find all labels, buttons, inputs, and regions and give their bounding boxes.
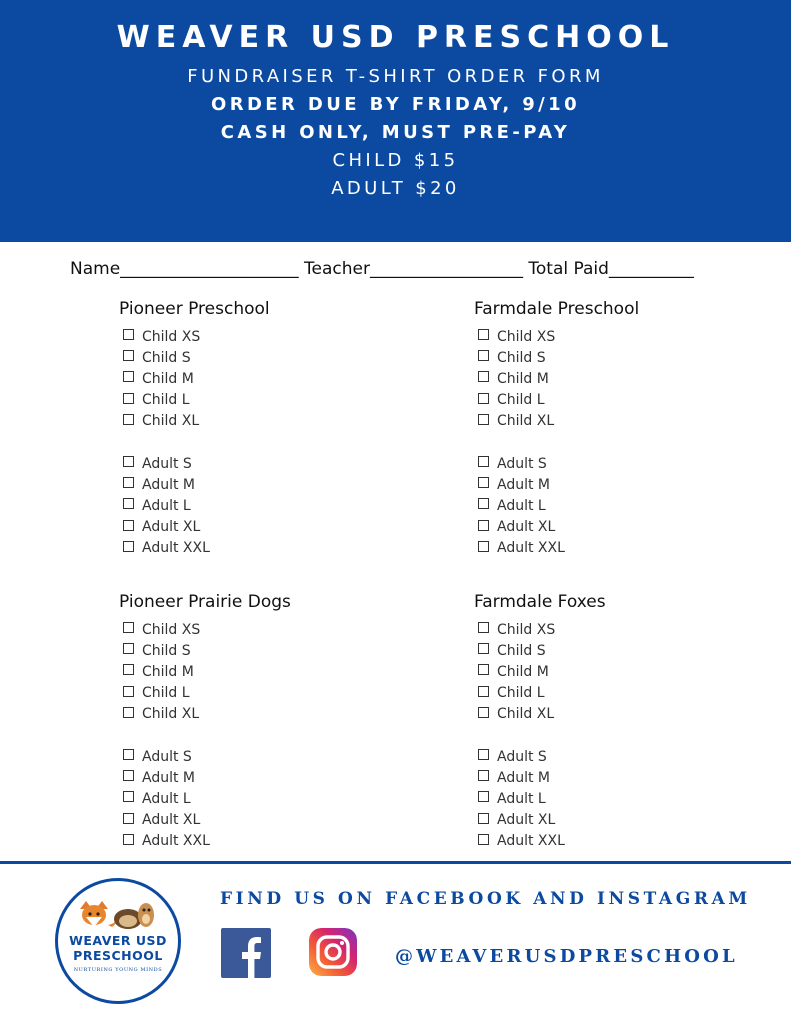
facebook-icon[interactable] — [221, 928, 271, 978]
size-option-row[interactable] — [119, 831, 419, 852]
size-option-row[interactable] — [119, 704, 419, 725]
checkbox[interactable] — [478, 329, 489, 340]
checkbox[interactable] — [478, 541, 489, 552]
size-group-spacer — [474, 725, 774, 746]
due-date-text: ORDER DUE BY FRIDAY, 9/10 — [211, 94, 580, 115]
size-option-row[interactable] — [119, 661, 419, 682]
footer-divider — [0, 861, 791, 864]
checkbox[interactable] — [123, 770, 134, 781]
checkbox[interactable] — [123, 664, 134, 675]
size-option-row[interactable] — [119, 619, 419, 640]
size-label: Child XL — [497, 706, 555, 723]
size-option-row[interactable] — [474, 683, 774, 704]
checkbox[interactable] — [123, 456, 134, 467]
logo-line-1: WEAVER USD — [69, 933, 167, 948]
size-label: Child XS — [142, 328, 201, 345]
size-label: Child S — [142, 349, 191, 366]
checkbox[interactable] — [123, 643, 134, 654]
size-option-row[interactable] — [474, 810, 774, 831]
name-teacher-total-line[interactable]: Name_____________________ Teacher__________________ Total Paid__________ — [70, 259, 694, 279]
logo-tagline: NURTURING YOUNG MINDS — [73, 967, 163, 973]
size-label: Child XL — [497, 413, 555, 430]
size-option-row[interactable] — [119, 788, 419, 809]
size-label: Child XS — [497, 328, 556, 345]
size-label: Adult XL — [497, 812, 556, 829]
checkbox[interactable] — [123, 329, 134, 340]
size-label: Child L — [142, 392, 190, 409]
size-label: Child S — [497, 349, 546, 366]
size-label: Adult L — [497, 790, 546, 807]
fox-and-hedgehog-icon — [58, 895, 178, 931]
size-option-row[interactable] — [474, 517, 774, 538]
size-option-row[interactable] — [474, 661, 774, 682]
size-option-row[interactable] — [119, 810, 419, 831]
size-option-row[interactable] — [119, 495, 419, 516]
size-label: Adult S — [142, 455, 192, 472]
size-option-row[interactable] — [119, 411, 419, 432]
size-option-row[interactable] — [474, 347, 774, 368]
size-option-row[interactable] — [474, 326, 774, 347]
size-label: Child XL — [142, 413, 200, 430]
size-option-row[interactable] — [119, 474, 419, 495]
checkbox[interactable] — [478, 622, 489, 633]
size-group-spacer — [119, 725, 419, 746]
checkbox[interactable] — [123, 813, 134, 824]
size-label: Child L — [142, 685, 190, 702]
size-option-row[interactable] — [119, 517, 419, 538]
size-option-row[interactable] — [474, 831, 774, 852]
section-title: Pioneer Prairie Dogs — [119, 592, 291, 612]
section-title: Pioneer Preschool — [119, 299, 270, 319]
size-label: Child XL — [142, 706, 200, 723]
size-label: Child M — [142, 663, 194, 680]
checkbox[interactable] — [478, 791, 489, 802]
size-label: Child S — [497, 642, 546, 659]
size-option-row[interactable] — [474, 411, 774, 432]
size-option-row[interactable] — [119, 683, 419, 704]
size-option-row[interactable] — [474, 368, 774, 389]
size-option-row[interactable] — [474, 538, 774, 559]
checkbox[interactable] — [478, 770, 489, 781]
section-pioneer-prairie-dogs — [119, 591, 419, 852]
size-label: Adult S — [497, 455, 547, 472]
checkbox[interactable] — [123, 371, 134, 382]
header-banner — [0, 0, 791, 242]
size-label: Adult XXL — [142, 540, 210, 557]
size-group-spacer — [474, 432, 774, 453]
checkbox[interactable] — [478, 707, 489, 718]
checkbox[interactable] — [123, 791, 134, 802]
checkbox[interactable] — [123, 834, 134, 845]
size-option-row[interactable] — [119, 767, 419, 788]
checkbox[interactable] — [123, 541, 134, 552]
instagram-icon[interactable] — [309, 928, 357, 976]
size-option-row[interactable] — [474, 453, 774, 474]
size-option-row[interactable] — [119, 347, 419, 368]
find-us-text: FIND US ON FACEBOOK AND INSTAGRAM — [220, 889, 751, 909]
size-option-row[interactable] — [119, 326, 419, 347]
size-label: Adult XXL — [497, 833, 565, 850]
size-option-row[interactable] — [474, 704, 774, 725]
size-label: Child S — [142, 642, 191, 659]
checkbox[interactable] — [123, 686, 134, 697]
payment-text: CASH ONLY, MUST PRE-PAY — [220, 122, 571, 143]
checkbox[interactable] — [478, 393, 489, 404]
size-option-row[interactable] — [474, 746, 774, 767]
size-option-row[interactable] — [474, 390, 774, 411]
checkbox[interactable] — [478, 834, 489, 845]
section-pioneer-preschool — [119, 298, 419, 559]
checkbox[interactable] — [478, 520, 489, 531]
child-price-text: CHILD $15 — [332, 150, 459, 171]
section-farmdale-foxes — [474, 591, 774, 852]
social-handle[interactable]: @WEAVERUSDPRESCHOOL — [395, 946, 738, 967]
size-option-row[interactable] — [474, 788, 774, 809]
size-option-row[interactable] — [474, 767, 774, 788]
size-label: Child L — [497, 392, 545, 409]
page-title: WEAVER USD PRESCHOOL — [116, 20, 675, 55]
checkbox[interactable] — [478, 477, 489, 488]
size-label: Adult L — [142, 790, 191, 807]
checkbox[interactable] — [123, 350, 134, 361]
size-option-row[interactable] — [119, 640, 419, 661]
checkbox[interactable] — [478, 371, 489, 382]
size-label: Adult S — [497, 748, 547, 765]
school-logo — [55, 878, 181, 1004]
adult-price-text: ADULT $20 — [331, 178, 460, 199]
size-option-row[interactable] — [474, 495, 774, 516]
size-label: Adult L — [497, 497, 546, 514]
checkbox[interactable] — [478, 813, 489, 824]
size-label: Adult XL — [142, 812, 201, 829]
size-label: Adult XL — [142, 519, 201, 536]
size-option-row[interactable] — [119, 746, 419, 767]
checkbox[interactable] — [123, 707, 134, 718]
size-label: Child M — [497, 663, 549, 680]
size-label: Adult M — [497, 476, 550, 493]
size-option-row[interactable] — [119, 368, 419, 389]
size-label: Child XS — [497, 621, 556, 638]
checkbox[interactable] — [478, 664, 489, 675]
size-label: Adult XXL — [142, 833, 210, 850]
size-label: Adult M — [142, 476, 195, 493]
size-option-row[interactable] — [474, 619, 774, 640]
size-option-row[interactable] — [119, 538, 419, 559]
size-label: Child XS — [142, 621, 201, 638]
section-farmdale-preschool — [474, 298, 774, 559]
size-label: Adult XXL — [497, 540, 565, 557]
size-label: Child M — [142, 370, 194, 387]
checkbox[interactable] — [478, 498, 489, 509]
checkbox[interactable] — [123, 477, 134, 488]
size-label: Adult M — [142, 769, 195, 786]
size-option-row[interactable] — [474, 474, 774, 495]
size-option-row[interactable] — [119, 390, 419, 411]
size-label: Child L — [497, 685, 545, 702]
size-group-spacer — [119, 432, 419, 453]
size-label: Adult XL — [497, 519, 556, 536]
size-option-row[interactable] — [474, 640, 774, 661]
checkbox[interactable] — [478, 643, 489, 654]
checkbox[interactable] — [123, 749, 134, 760]
checkbox[interactable] — [123, 520, 134, 531]
checkbox[interactable] — [123, 393, 134, 404]
size-label: Adult S — [142, 748, 192, 765]
checkbox[interactable] — [123, 414, 134, 425]
checkbox[interactable] — [123, 498, 134, 509]
size-option-row[interactable] — [119, 453, 419, 474]
form-subtitle: FUNDRAISER T-SHIRT ORDER FORM — [187, 66, 604, 87]
logo-line-2: PRESCHOOL — [73, 948, 163, 963]
checkbox[interactable] — [478, 749, 489, 760]
checkbox[interactable] — [478, 414, 489, 425]
checkbox[interactable] — [478, 686, 489, 697]
checkbox[interactable] — [478, 456, 489, 467]
checkbox[interactable] — [478, 350, 489, 361]
size-label: Adult M — [497, 769, 550, 786]
checkbox[interactable] — [123, 622, 134, 633]
section-title: Farmdale Preschool — [474, 299, 640, 319]
size-label: Adult L — [142, 497, 191, 514]
size-label: Child M — [497, 370, 549, 387]
section-title: Farmdale Foxes — [474, 592, 606, 612]
